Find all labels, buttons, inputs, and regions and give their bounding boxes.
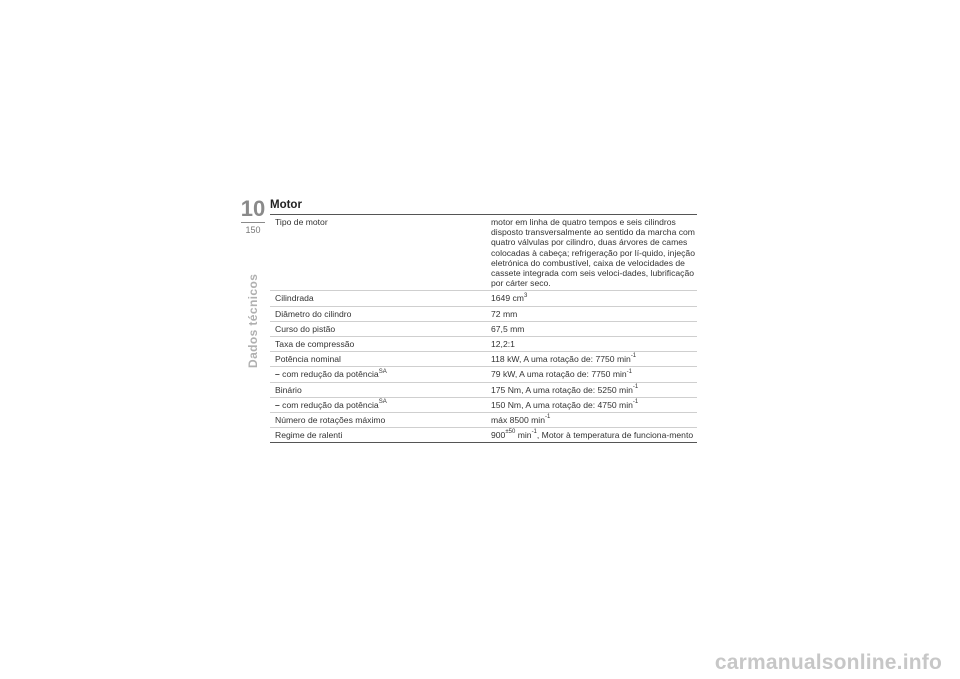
- spec-table: [270, 214, 697, 443]
- spec-value: 1649 $cm^3$: [491, 292, 528, 304]
- section-title: Motor: [270, 199, 302, 211]
- spec-label: – com redução da potência$^{SA}$: [275, 368, 387, 380]
- table-row: [270, 397, 697, 412]
- table-row: [270, 413, 697, 428]
- table-row: [270, 215, 697, 291]
- spec-label: – com redução da potência$^{SA}$: [275, 398, 387, 410]
- spec-label: Número de rotações máximo: [275, 415, 386, 426]
- spec-label: Tipo de motor: [275, 217, 328, 227]
- watermark: carmanualsonline.info: [714, 651, 942, 674]
- page-number: 150: [245, 225, 261, 235]
- spec-value: motor em linha de quatro tempos e seis cilindros disposto transversalmente ao sentido da marcha com quatro válvulas por cilindro, duas árvores de cames colocadas à cabeça; refrigeração por lí-quido, injeção eletrónica do combustível, caixa de velocidades de cassete integrada com seis veloci-dades, lubrificação por cárter seco.: [491, 217, 695, 289]
- table-row: [270, 428, 697, 443]
- chapter-side-title: Dados técnicos: [246, 273, 260, 368]
- spec-value: máx 8500 $\min^{-1}$: [491, 414, 551, 426]
- spec-value: 150 Nm, A uma rotação de: 4750 $\min^{-1}$: [491, 398, 639, 410]
- spec-label: Diâmetro do cilindro: [275, 308, 352, 319]
- chapter-divider: [241, 222, 265, 223]
- spec-label: Potência nominal: [275, 354, 341, 365]
- chapter-number: 10: [240, 196, 266, 221]
- table-row: [270, 382, 697, 397]
- spec-value: 67,5 mm: [491, 323, 525, 334]
- spec-value: 12,2:1: [491, 339, 515, 350]
- spec-value: 72 mm: [491, 308, 518, 319]
- table-row: [270, 321, 697, 336]
- spec-value: 79 kW, A uma rotação de: 7750 $\min^{-1}$: [491, 368, 633, 380]
- spec-label: Taxa de compressão: [275, 339, 355, 350]
- spec-label: Binário: [275, 384, 302, 395]
- table-row: [270, 291, 697, 306]
- table-row: [270, 337, 697, 352]
- spec-value: 175 Nm, A uma rotação de: 5250 $\min^{-1}$: [491, 383, 639, 395]
- table-row: [270, 352, 697, 367]
- spec-label: Curso do pistão: [275, 323, 336, 334]
- spec-label: Regime de ralenti: [275, 430, 343, 441]
- table-row: [270, 306, 697, 321]
- spec-value: 118 kW, A uma rotação de: 7750 $\min^{-1}$: [491, 353, 637, 365]
- spec-value: $900^{\pm 50}$ $\min^{-1}$, Motor à temperatura de funciona-mento: [491, 429, 694, 441]
- table-row: [270, 367, 697, 382]
- spec-label: Cilindrada: [275, 293, 314, 304]
